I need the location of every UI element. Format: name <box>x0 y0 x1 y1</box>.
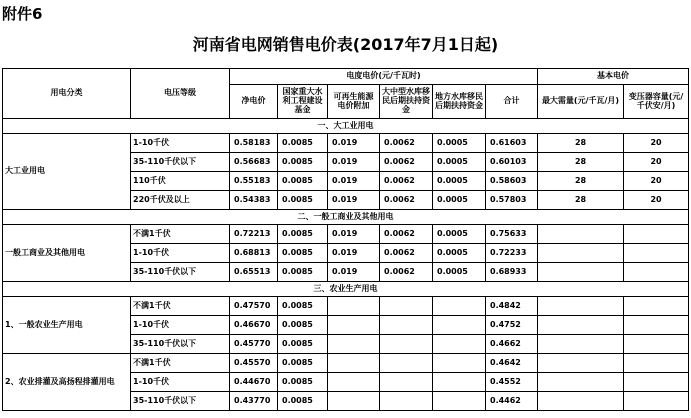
transformer-cell: 20 <box>624 134 689 153</box>
net-price-cell: 0.55183 <box>230 172 278 191</box>
large-reservoir-cell <box>380 297 433 316</box>
table-row <box>3 134 689 153</box>
header-transformer: 变压器容量(元/千伏安/月) <box>624 85 689 119</box>
header-voltage: 电压等级 <box>131 69 230 119</box>
header-local-reservoir: 地方水库移民后期扶持资金 <box>433 85 486 119</box>
renewable-cell <box>328 354 380 373</box>
header-water-fund: 国家重大水利工程建设基金 <box>278 85 328 119</box>
local-reservoir-cell <box>433 354 486 373</box>
large-reservoir-cell: 0.0062 <box>380 172 433 191</box>
local-reservoir-cell: 0.0005 <box>433 153 486 172</box>
max-demand-cell: 28 <box>538 153 624 172</box>
voltage-cell: 35-110千伏以下 <box>131 263 230 282</box>
net-price-cell: 0.46670 <box>230 316 278 335</box>
net-price-cell: 0.65513 <box>230 263 278 282</box>
category-cell: 2、农业排灌及高扬程排灌用电 <box>3 354 131 411</box>
local-reservoir-cell: 0.0005 <box>433 172 486 191</box>
total-cell: 0.58603 <box>486 172 538 191</box>
renewable-cell <box>328 373 380 392</box>
total-cell: 0.4642 <box>486 354 538 373</box>
total-cell: 0.57803 <box>486 191 538 210</box>
header-renewable: 可再生能源电价附加 <box>328 85 380 119</box>
section-title: 一、大工业用电 <box>3 119 689 134</box>
local-reservoir-cell: 0.0005 <box>433 244 486 263</box>
table-row <box>3 354 689 373</box>
total-cell: 0.68933 <box>486 263 538 282</box>
total-cell: 0.4842 <box>486 297 538 316</box>
total-cell: 0.60103 <box>486 153 538 172</box>
transformer-cell <box>624 354 689 373</box>
section-title: 三、农业生产用电 <box>3 282 689 297</box>
renewable-cell <box>328 297 380 316</box>
large-reservoir-cell: 0.0062 <box>380 153 433 172</box>
net-price-cell: 0.45770 <box>230 335 278 354</box>
water-fund-cell: 0.0085 <box>278 316 328 335</box>
large-reservoir-cell: 0.0062 <box>380 225 433 244</box>
max-demand-cell <box>538 225 624 244</box>
voltage-cell: 不满1千伏 <box>131 225 230 244</box>
local-reservoir-cell: 0.0005 <box>433 263 486 282</box>
category-cell: 大工业用电 <box>3 134 131 210</box>
local-reservoir-cell <box>433 316 486 335</box>
large-reservoir-cell: 0.0062 <box>380 263 433 282</box>
total-cell: 0.72233 <box>486 244 538 263</box>
water-fund-cell: 0.0085 <box>278 335 328 354</box>
max-demand-cell <box>538 263 624 282</box>
renewable-cell: 0.019 <box>328 263 380 282</box>
water-fund-cell: 0.0085 <box>278 244 328 263</box>
net-price-cell: 0.72213 <box>230 225 278 244</box>
header-energy-group: 电度电价(元/千瓦时) <box>230 69 538 85</box>
water-fund-cell: 0.0085 <box>278 153 328 172</box>
local-reservoir-cell: 0.0005 <box>433 191 486 210</box>
table-row <box>3 225 689 244</box>
net-price-cell: 0.56683 <box>230 153 278 172</box>
max-demand-cell <box>538 244 624 263</box>
local-reservoir-cell <box>433 392 486 411</box>
category-cell: 1、一般农业生产用电 <box>3 297 131 354</box>
voltage-cell: 110千伏 <box>131 172 230 191</box>
water-fund-cell: 0.0085 <box>278 392 328 411</box>
transformer-cell <box>624 392 689 411</box>
header-large-reservoir: 大中型水库移民后期扶持资金 <box>380 85 433 119</box>
voltage-cell: 35-110千伏以下 <box>131 335 230 354</box>
transformer-cell <box>624 244 689 263</box>
local-reservoir-cell <box>433 373 486 392</box>
voltage-cell: 不满1千伏 <box>131 297 230 316</box>
voltage-cell: 35-110千伏以下 <box>131 153 230 172</box>
voltage-cell: 35-110千伏以下 <box>131 392 230 411</box>
renewable-cell: 0.019 <box>328 153 380 172</box>
max-demand-cell <box>538 335 624 354</box>
transformer-cell: 20 <box>624 172 689 191</box>
total-cell: 0.75633 <box>486 225 538 244</box>
local-reservoir-cell <box>433 297 486 316</box>
large-reservoir-cell <box>380 316 433 335</box>
large-reservoir-cell <box>380 373 433 392</box>
voltage-cell: 1-10千伏 <box>131 373 230 392</box>
category-cell: 一般工商业及其他用电 <box>3 225 131 282</box>
section-title: 二、一般工商业及其他用电 <box>3 210 689 225</box>
net-price-cell: 0.47570 <box>230 297 278 316</box>
net-price-cell: 0.68813 <box>230 244 278 263</box>
net-price-cell: 0.45570 <box>230 354 278 373</box>
large-reservoir-cell: 0.0062 <box>380 134 433 153</box>
transformer-cell: 20 <box>624 153 689 172</box>
renewable-cell <box>328 392 380 411</box>
max-demand-cell <box>538 297 624 316</box>
water-fund-cell: 0.0085 <box>278 134 328 153</box>
max-demand-cell: 28 <box>538 172 624 191</box>
voltage-cell: 不满1千伏 <box>131 354 230 373</box>
total-cell: 0.4462 <box>486 392 538 411</box>
transformer-cell <box>624 225 689 244</box>
large-reservoir-cell: 0.0062 <box>380 191 433 210</box>
renewable-cell <box>328 335 380 354</box>
transformer-cell <box>624 297 689 316</box>
voltage-cell: 1-10千伏 <box>131 134 230 153</box>
renewable-cell: 0.019 <box>328 225 380 244</box>
max-demand-cell <box>538 354 624 373</box>
max-demand-cell: 28 <box>538 191 624 210</box>
voltage-cell: 1-10千伏 <box>131 316 230 335</box>
tariff-table <box>2 68 689 411</box>
renewable-cell: 0.019 <box>328 244 380 263</box>
header-net-price: 净电价 <box>230 85 278 119</box>
page-title: 河南省电网销售电价表(2017年7月1日起) <box>192 35 499 54</box>
header-max-demand: 最大需量(元/千瓦/月) <box>538 85 624 119</box>
transformer-cell <box>624 316 689 335</box>
voltage-cell: 220千伏及以上 <box>131 191 230 210</box>
transformer-cell: 20 <box>624 191 689 210</box>
local-reservoir-cell <box>433 335 486 354</box>
large-reservoir-cell: 0.0062 <box>380 244 433 263</box>
transformer-cell <box>624 335 689 354</box>
max-demand-cell <box>538 316 624 335</box>
voltage-cell: 1-10千伏 <box>131 244 230 263</box>
water-fund-cell: 0.0085 <box>278 225 328 244</box>
water-fund-cell: 0.0085 <box>278 172 328 191</box>
net-price-cell: 0.43770 <box>230 392 278 411</box>
renewable-cell <box>328 316 380 335</box>
total-cell: 0.61603 <box>486 134 538 153</box>
max-demand-cell <box>538 392 624 411</box>
transformer-cell <box>624 263 689 282</box>
header-basic-group: 基本电价 <box>538 69 689 85</box>
total-cell: 0.4662 <box>486 335 538 354</box>
net-price-cell: 0.44670 <box>230 373 278 392</box>
total-cell: 0.4752 <box>486 316 538 335</box>
attachment-label: 附件6 <box>2 5 43 23</box>
renewable-cell: 0.019 <box>328 134 380 153</box>
max-demand-cell: 28 <box>538 134 624 153</box>
total-cell: 0.4552 <box>486 373 538 392</box>
renewable-cell: 0.019 <box>328 191 380 210</box>
local-reservoir-cell: 0.0005 <box>433 225 486 244</box>
water-fund-cell: 0.0085 <box>278 263 328 282</box>
local-reservoir-cell: 0.0005 <box>433 134 486 153</box>
max-demand-cell <box>538 373 624 392</box>
header-total: 合计 <box>486 85 538 119</box>
transformer-cell <box>624 373 689 392</box>
water-fund-cell: 0.0085 <box>278 373 328 392</box>
header-category: 用电分类 <box>3 69 131 119</box>
large-reservoir-cell <box>380 335 433 354</box>
net-price-cell: 0.58183 <box>230 134 278 153</box>
large-reservoir-cell <box>380 392 433 411</box>
table-row <box>3 297 689 316</box>
renewable-cell: 0.019 <box>328 172 380 191</box>
net-price-cell: 0.54383 <box>230 191 278 210</box>
water-fund-cell: 0.0085 <box>278 191 328 210</box>
water-fund-cell: 0.0085 <box>278 354 328 373</box>
water-fund-cell: 0.0085 <box>278 297 328 316</box>
large-reservoir-cell <box>380 354 433 373</box>
